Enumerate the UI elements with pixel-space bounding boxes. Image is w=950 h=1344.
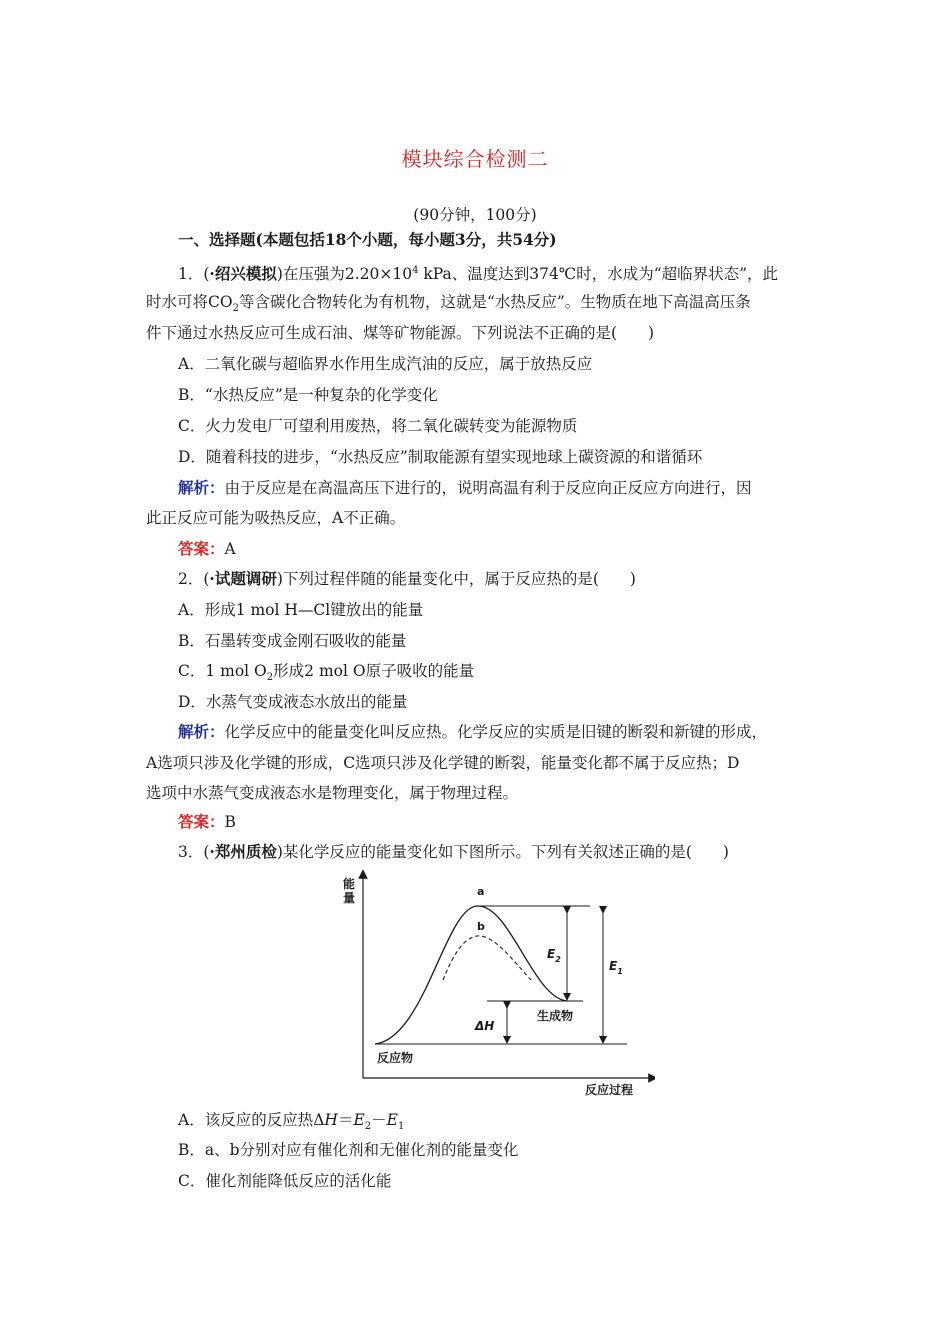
- q1-analysis-line-2: 此正反应可能为吸热反应，A不正确。: [146, 509, 406, 527]
- q3-stem: 3．(·郑州质检)某化学反应的能量变化如下图所示。下列有关叙述正确的是( ): [178, 842, 729, 861]
- q1-answer: 答案：A: [178, 539, 236, 558]
- q1-stem-line-2: 时水可将$CO_2$等含碳化合物转化为有机物，这就是“水热反应”。生物质在地下高温高压条: [146, 293, 751, 315]
- q1-option-b: B．“水热反应”是一种复杂的化学变化: [178, 386, 438, 404]
- answer-label: 答案：: [178, 812, 225, 831]
- q2-source: ·试题调研: [209, 569, 277, 588]
- e1-label: $E_1$: [609, 959, 623, 976]
- x-axis-label: 反应过程: [585, 1083, 634, 1097]
- curve-b-label: b: [477, 920, 485, 933]
- q1-analysis-line-1: 解析：由于反应是在高温高压下进行的，说明高温有利于反应向正反应方向进行，因: [178, 478, 752, 497]
- q2-option-c: C．1 mol $O_2$形成2 mol O原子吸收的能量: [178, 662, 475, 684]
- q1-stem-line-3: 件下通过水热反应可生成石油、煤等矿物能源。下列说法不正确的是( ): [146, 324, 655, 342]
- section-heading: 一、选择题(本题包括18个小题，每小题3分，共54分): [178, 230, 557, 249]
- q3-source: ·郑州质检: [209, 842, 277, 861]
- q3-option-b: B．a、b分别对应有催化剂和无催化剂的能量变化: [178, 1141, 519, 1159]
- product-label: 生成物: [537, 1009, 574, 1023]
- reactant-label: 反应物: [377, 1051, 414, 1065]
- q1-option-d: D．随着科技的进步，“水热反应”制取能源有望实现地球上碳资源的和谐循环: [178, 448, 703, 466]
- curve-b: [443, 936, 531, 980]
- q2-stem: 2．(·试题调研)下列过程伴随的能量变化中，属于反应热的是( ): [178, 569, 636, 588]
- q3-option-a: A．该反应的反应热$\Delta H=E_2-E_1$: [178, 1111, 405, 1133]
- y-axis-label-2: 量: [343, 891, 356, 905]
- q1-option-c: C．火力发电厂可望利用废热，将二氧化碳转变为能源物质: [178, 417, 578, 435]
- q2-analysis-line-2: A选项只涉及化学键的形成，C选项只涉及化学键的断裂，能量变化都不属于反应热；D: [146, 754, 740, 772]
- page-subtitle: (90分钟，100分): [413, 206, 537, 224]
- q2-option-b: B．石墨转变成金刚石吸收的能量: [178, 632, 407, 650]
- page-title: 模块综合检测二: [401, 147, 549, 171]
- analysis-label: 解析：: [178, 722, 225, 741]
- q2-analysis-line-3: 选项中水蒸气变成液态水是物理变化，属于物理过程。: [146, 784, 519, 802]
- y-axis-label-1: 能: [343, 877, 356, 891]
- q2-answer: 答案：B: [178, 812, 236, 831]
- curve-a-label: a: [477, 885, 485, 898]
- curve-a: [375, 906, 567, 1044]
- answer-label: 答案：: [178, 539, 225, 558]
- q2-analysis-line-1: 解析：化学反应中的能量变化叫反应热。化学反应的实质是旧键的断裂和新键的形成，: [178, 722, 768, 741]
- q3-option-c: C．催化剂能降低反应的活化能: [178, 1172, 392, 1190]
- energy-diagram: [335, 868, 655, 1100]
- q2-option-d: D．水蒸气变成液态水放出的能量: [178, 693, 408, 711]
- dh-label: ΔH: [475, 1019, 495, 1033]
- q1-source: ·绍兴模拟: [209, 264, 277, 284]
- q2-option-a: A．形成1 mol H—Cl键放出的能量: [178, 601, 424, 619]
- q1-option-a: A．二氧化碳与超临界水作用生成汽油的反应，属于放热反应: [178, 355, 593, 373]
- e2-label: $E_2$: [547, 947, 561, 964]
- analysis-label: 解析：: [178, 478, 225, 497]
- q1-stem-line-1: 1．(·绍兴模拟)在压强为$2.20\times 10^4$ kPa、温度达到374℃时，水成为“超临界状态”，此: [178, 264, 779, 284]
